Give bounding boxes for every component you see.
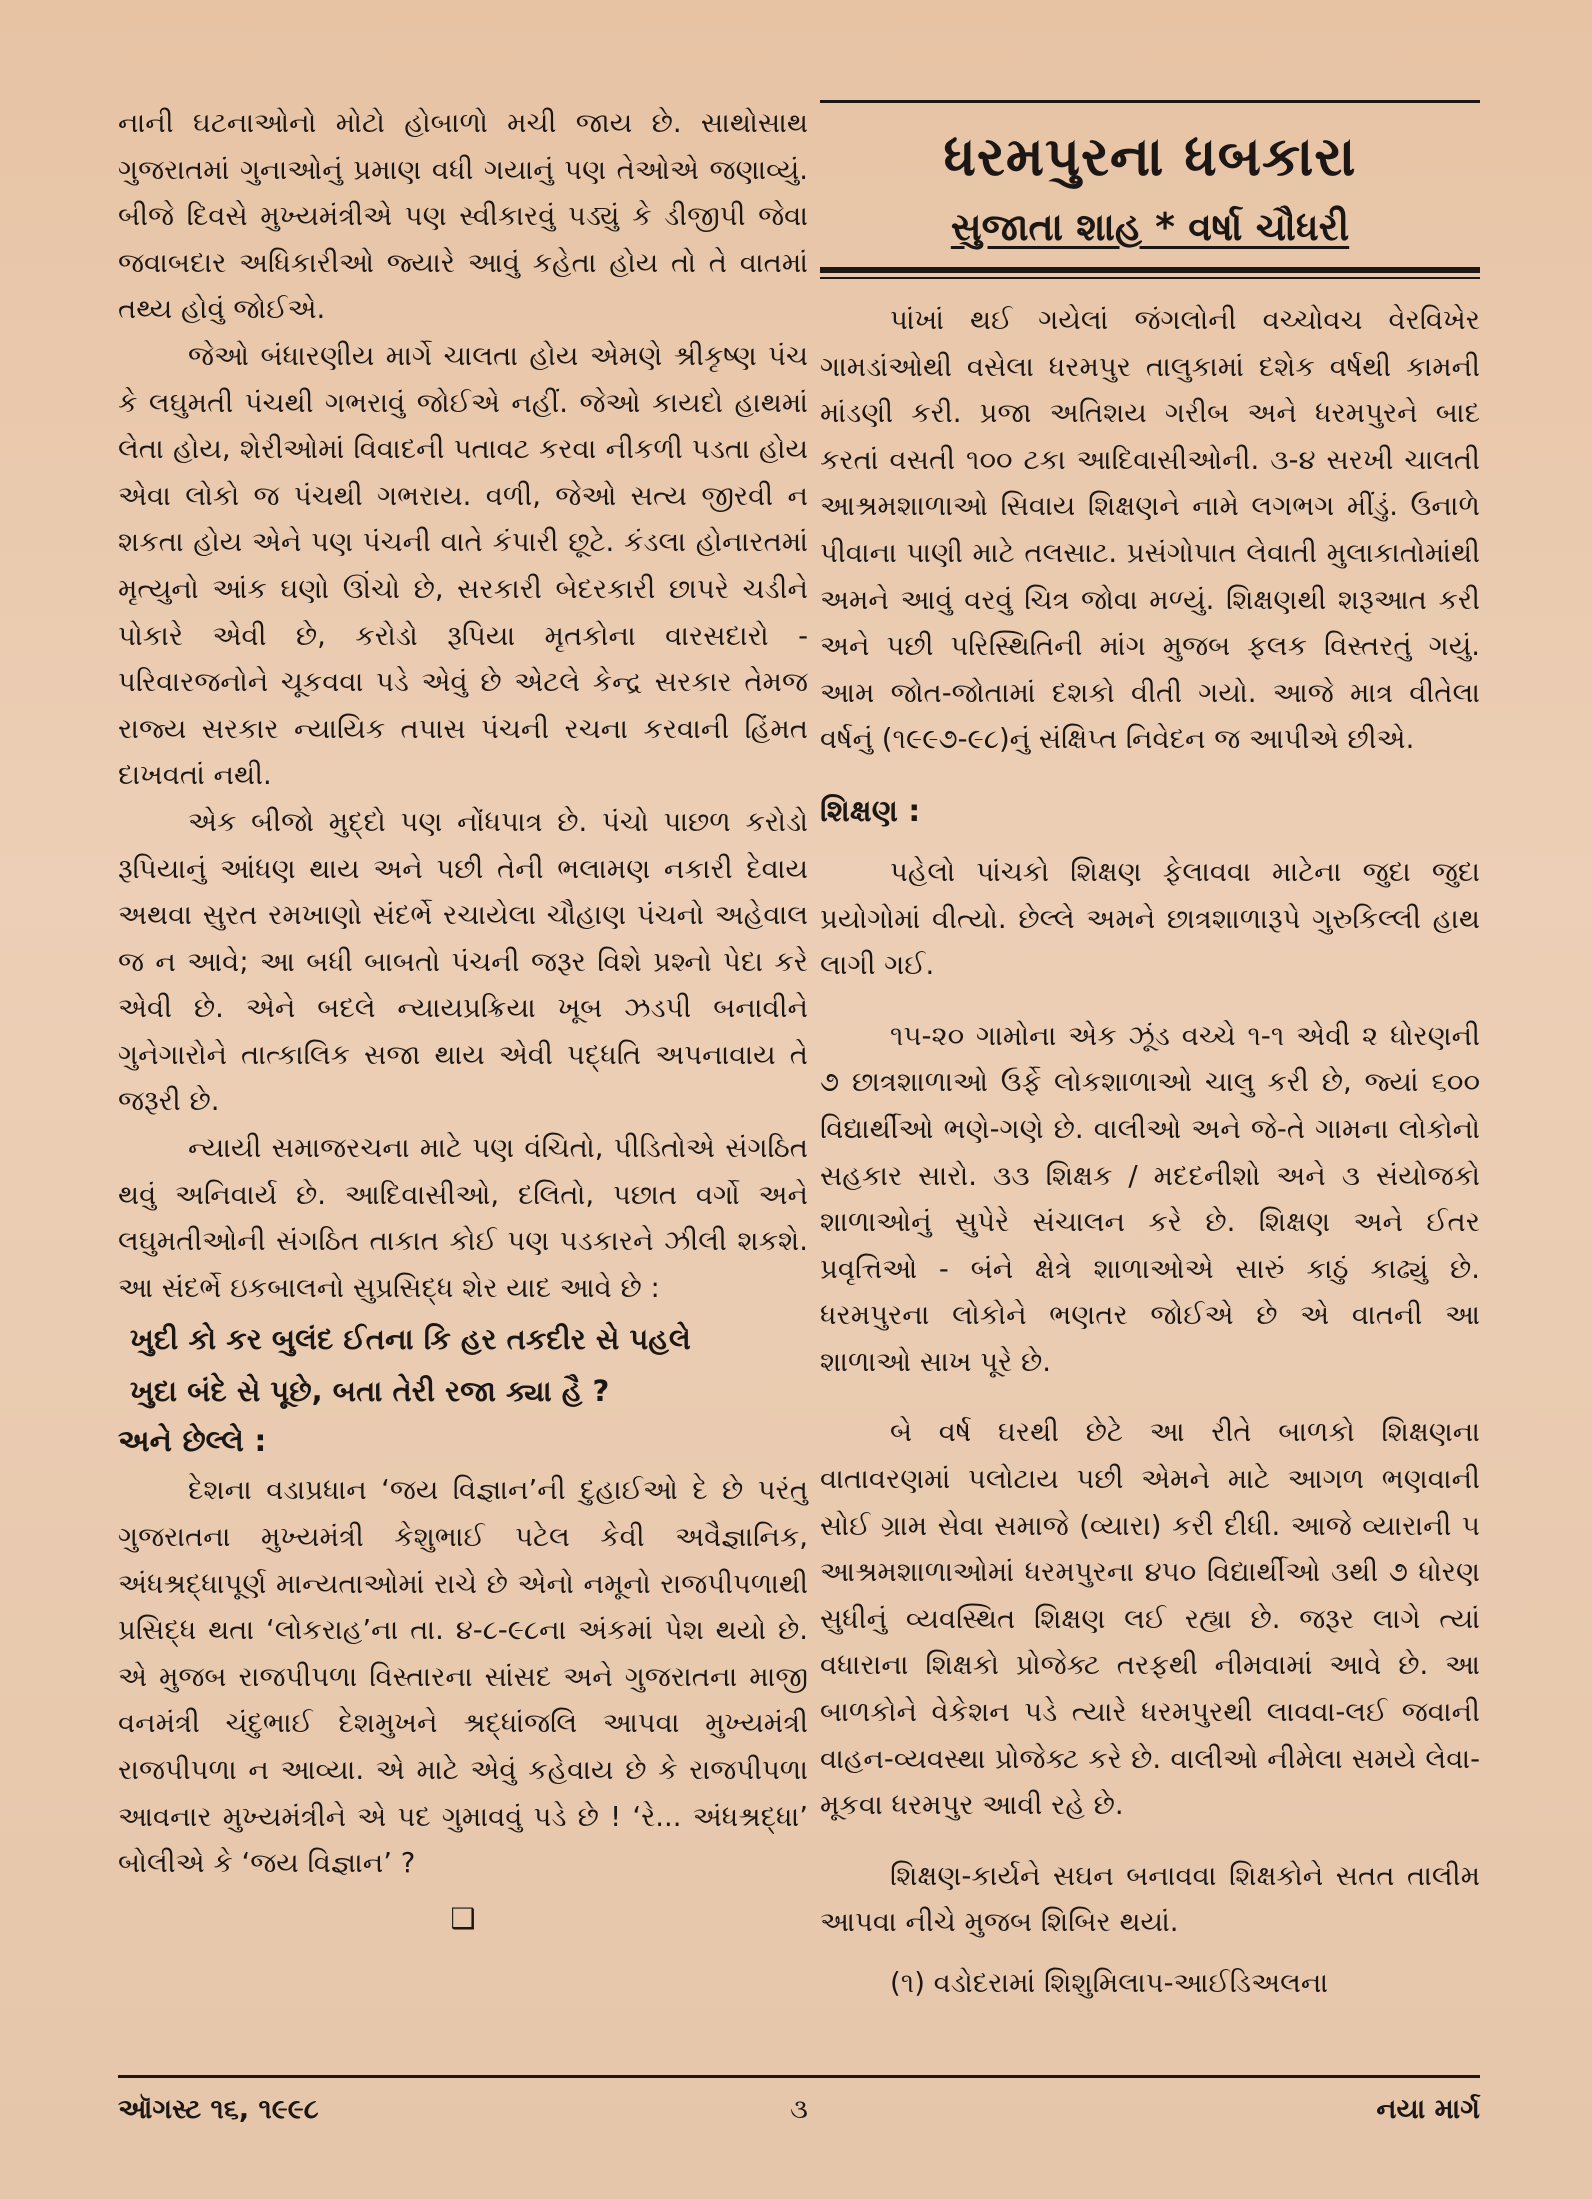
paragraph: નાની ઘટનાઓનો મોટો હોબાળો મચી જાય છે. સાથોસાથ ગુજરાતમાં ગુનાઓનું પ્રમાણ વધી ગયાનું પણ તેઓએ જણાવ્યું. બીજે દિવસે મુખ્યમંત્રીએ પણ સ્વીકારવું પડ્યું કે ડીજીપી જેવા જવાબદાર અધિકારીઓ જ્યારે આવું કહેતા હોય તો તે વાતમાં તથ્ય હોવું જોઈએ. bbox=[118, 107, 808, 326]
paragraph: પહેલો પાંચકો શિક્ષણ ફેલાવવા માટેના જુદા જુદા પ્રયોગોમાં વીત્યો. છેલ્લે અમને છાત્રશાળારૂપે ગુરુકિલ્લી હાથ લાગી ગઈ. bbox=[820, 855, 1480, 982]
couplet-line: ખુદી કો કર બુલંદ ઈતના કિ હર તકદીર સે પહલે bbox=[130, 1322, 691, 1357]
paragraph: જેઓ બંધારણીય માર્ગે ચાલતા હોય એમણે શ્રીકૃષ્ણ પંચ કે લઘુમતી પંચથી ગભરાવું જોઈએ નહીં. જેઓ કાયદો હાથમાં લેતા હોય, શેરીઓમાં વિવાદની પતાવટ કરવા નીકળી પડતા હોય એવા લોકો જ પંચથી ગભરાય. વળી, જેઓ સત્ય જીરવી ન શકતા હોય એને પણ પંચની વાતે કંપારી છૂટે. કંડલા હોનારતમાં મૃત્યુનો આંક ઘણો ઊંચો છે, સરકારી બેદરકારી છાપરે ચડીને પોકારે એવી છે, કરોડો રૂપિયા મૃતકોના વારસદારો - પરિવારજનોને ચૂકવવા પડે એવું છે એટલે કેન્દ્ર સરકાર તેમજ રાજ્ય સરકાર ન્યાયિક તપાસ પંચની રચના કરવાની હિંમત દાખવતાં નથી. bbox=[118, 339, 808, 792]
publication-name: નયા માર્ગ bbox=[1376, 2094, 1480, 2125]
article-title: ધરમપુરના ધબકારા bbox=[943, 125, 1357, 188]
issue-date: ઑગસ્ટ ૧૬, ૧૯૯૮ bbox=[118, 2094, 319, 2125]
section-heading: શિક્ષણ : bbox=[820, 793, 921, 829]
paragraph: બે વર્ષ ઘરથી છેટે આ રીતે બાળકો શિક્ષણના વાતાવરણમાં પલોટાય પછી એમને માટે આગળ ભણવાની સોઈ ગ્રામ સેવા સમાજે (વ્યારા) કરી દીધી. આજે વ્યારાની ૫ આશ્રમશાળાઓમાં ધરમપુરના ૪૫૦ વિદ્યાર્થીઓ ૩થી ૭ ધોરણ સુધીનું વ્યવસ્થિત શિક્ષણ લઈ રહ્યા છે. જરૂર લાગે ત્યાં વધારાના શિક્ષકો પ્રોજેક્ટ તરફથી નીમવામાં આવે છે. આ બાળકોને વેકેશન પડે ત્યારે ધરમપુરથી લાવવા-લઈ જવાની વાહન-વ્યવસ્થા પ્રોજેક્ટ કરે છે. વાલીઓ નીમેલા સમયે લેવા-મૂકવા ધરમપુર આવી રહે છે. bbox=[820, 1416, 1480, 1822]
paragraph: (૧) વડોદરામાં શિશુમિલાપ-આઈડિઅલના bbox=[890, 1967, 1329, 1999]
end-of-article-mark: ❑ bbox=[450, 1901, 476, 1935]
paragraph: શિક્ષણ-કાર્યને સઘન બનાવવા શિક્ષકોને સતત તાલીમ આપવા નીચે મુજબ શિબિર થયાં. bbox=[820, 1859, 1480, 1939]
paragraph: ન્યાયી સમાજરચના માટે પણ વંચિતો, પીડિતોએ સંગઠિત થવું અનિવાર્ય છે. આદિવાસીઓ, દલિતો, પછાત વર્ગો અને લઘુમતીઓની સંગઠિત તાકાત કોઈ પણ પડકારને ઝીલી શકશે. આ સંદર્ભે ઇકબાલનો સુપ્રસિદ્ધ શેર યાદ આવે છે : bbox=[118, 1132, 808, 1304]
paragraph: એક બીજો મુદ્દો પણ નોંધપાત્ર છે. પંચો પાછળ કરોડો રૂપિયાનું આંધણ થાય અને પછી તેની ભલામણ નકારી દેવાય અથવા સુરત રમખાણો સંદર્ભે રચાયેલા ચૌહાણ પંચનો અહેવાલ જ ન આવે; આ બધી બાબતો પંચની જરૂર વિશે પ્રશ્નો પેદા કરે એવી છે. એને બદલે ન્યાયપ્રક્રિયા ખૂબ ઝડપી બનાવીને ગુનેગારોને તાત્કાલિક સજા થાય એવી પદ્ધતિ અપનાવાય તે જરૂરી છે. bbox=[118, 805, 808, 1118]
article-byline: સુજાતા શાહ * વર્ષા ચૌધરી bbox=[950, 205, 1350, 249]
paragraph: ૧૫-૨૦ ગામોના એક ઝૂંડ વચ્ચે ૧-૧ એવી ૨ ધોરણની ૭ છાત્રશાળાઓ ઉર્ફે લોકશાળાઓ ચાલુ કરી છે, જ્યાં ૬૦૦ વિદ્યાર્થીઓ ભણે-ગણે છે. વાલીઓ અને જે-તે ગામના લોકોનો સહકાર સારો. ૩૩ શિક્ષક / મદદનીશો અને ૩ સંયોજકો શાળાઓનું સુપેરે સંચાલન કરે છે. શિક્ષણ અને ઈતર પ્રવૃત્તિઓ - બંને ક્ષેત્રે શાળાઓએ સારું કાઠું કાઢ્યું છે. ધરમપુરના લોકોને ભણતર જોઈએ છે એ વાતની આ શાળાઓ સાખ પૂરે છે. bbox=[820, 1019, 1480, 1378]
couplet bbox=[118, 1315, 808, 1415]
byline-rule-thick bbox=[820, 267, 1480, 273]
couplet-line: ખુદા બંદે સે પૂછે, બતા તેરી રજા ક્યા હૈ ? bbox=[130, 1374, 610, 1409]
footer-rule bbox=[118, 2075, 1480, 2078]
paragraph: દેશના વડાપ્રધાન ‘જય વિજ્ઞાન’ની દુહાઈઓ દે છે પરંતુ ગુજરાતના મુખ્યમંત્રી કેશુભાઈ પટેલ કેવી અવૈજ્ઞાનિક, અંધશ્રદ્ધાપૂર્ણ માન્યતાઓમાં રાચે છે એનો નમૂનો રાજપીપળાથી પ્રસિદ્ધ થતા ‘લોકરાહ’ના તા. ૪-૮-૯૮ના અંકમાં પેશ થયો છે. એ મુજબ રાજપીપળા વિસ્તારના સાંસદ અને ગુજરાતના માજી વનમંત્રી ચંદુભાઈ દેશમુખને શ્રદ્ધાંજલિ આપવા મુખ્યમંત્રી રાજપીપળા ન આવ્યા. એ માટે એવું કહેવાય છે કે રાજપીપળા આવનાર મુખ્યમંત્રીને એ પદ ગુમાવવું પડે છે ! ‘રે... અંધશ્રદ્ધા’ બોલીએ કે ‘જય વિજ્ઞાન’ ? bbox=[118, 1474, 808, 1880]
right-column bbox=[820, 100, 1480, 2007]
title-rule-top bbox=[820, 100, 1480, 103]
byline-rule-thin bbox=[820, 277, 1480, 279]
intro-paragraph: પાંખાં થઈ ગયેલાં જંગલોની વચ્ચોવચ વેરવિખેર ગામડાંઓથી વસેલા ધરમપુર તાલુકામાં દશેક વર્ષથી કામની માંડણી કરી. પ્રજા અતિશય ગરીબ અને ધરમપુરને બાદ કરતાં વસતી ૧૦૦ ટકા આદિવાસીઓની. ૩-૪ સરખી ચાલતી આશ્રમશાળાઓ સિવાય શિક્ષણને નામે લગભગ મીંડું. ઉનાળે પીવાના પાણી માટે તલસાટ. પ્રસંગોપાત લેવાતી મુલાકાતોમાંથી અમને આવું વરવું ચિત્ર જોવા મળ્યું. શિક્ષણથી શરૂઆત કરી અને પછી પરિસ્થિતિની માંગ મુજબ ફલક વિસ્તરતું ગયું. આમ જોત-જોતામાં દશકો વીતી ગયો. આજે માત્ર વીતેલા વર્ષનું (૧૯૯૭-૯૮)નું સંક્ષિપ્ત નિવેદન જ આપીએ છીએ. bbox=[820, 304, 1480, 756]
left-column bbox=[118, 100, 808, 1941]
section-heading: અને છેલ્લે : bbox=[118, 1424, 267, 1460]
page-number: ૩ bbox=[790, 2094, 808, 2125]
